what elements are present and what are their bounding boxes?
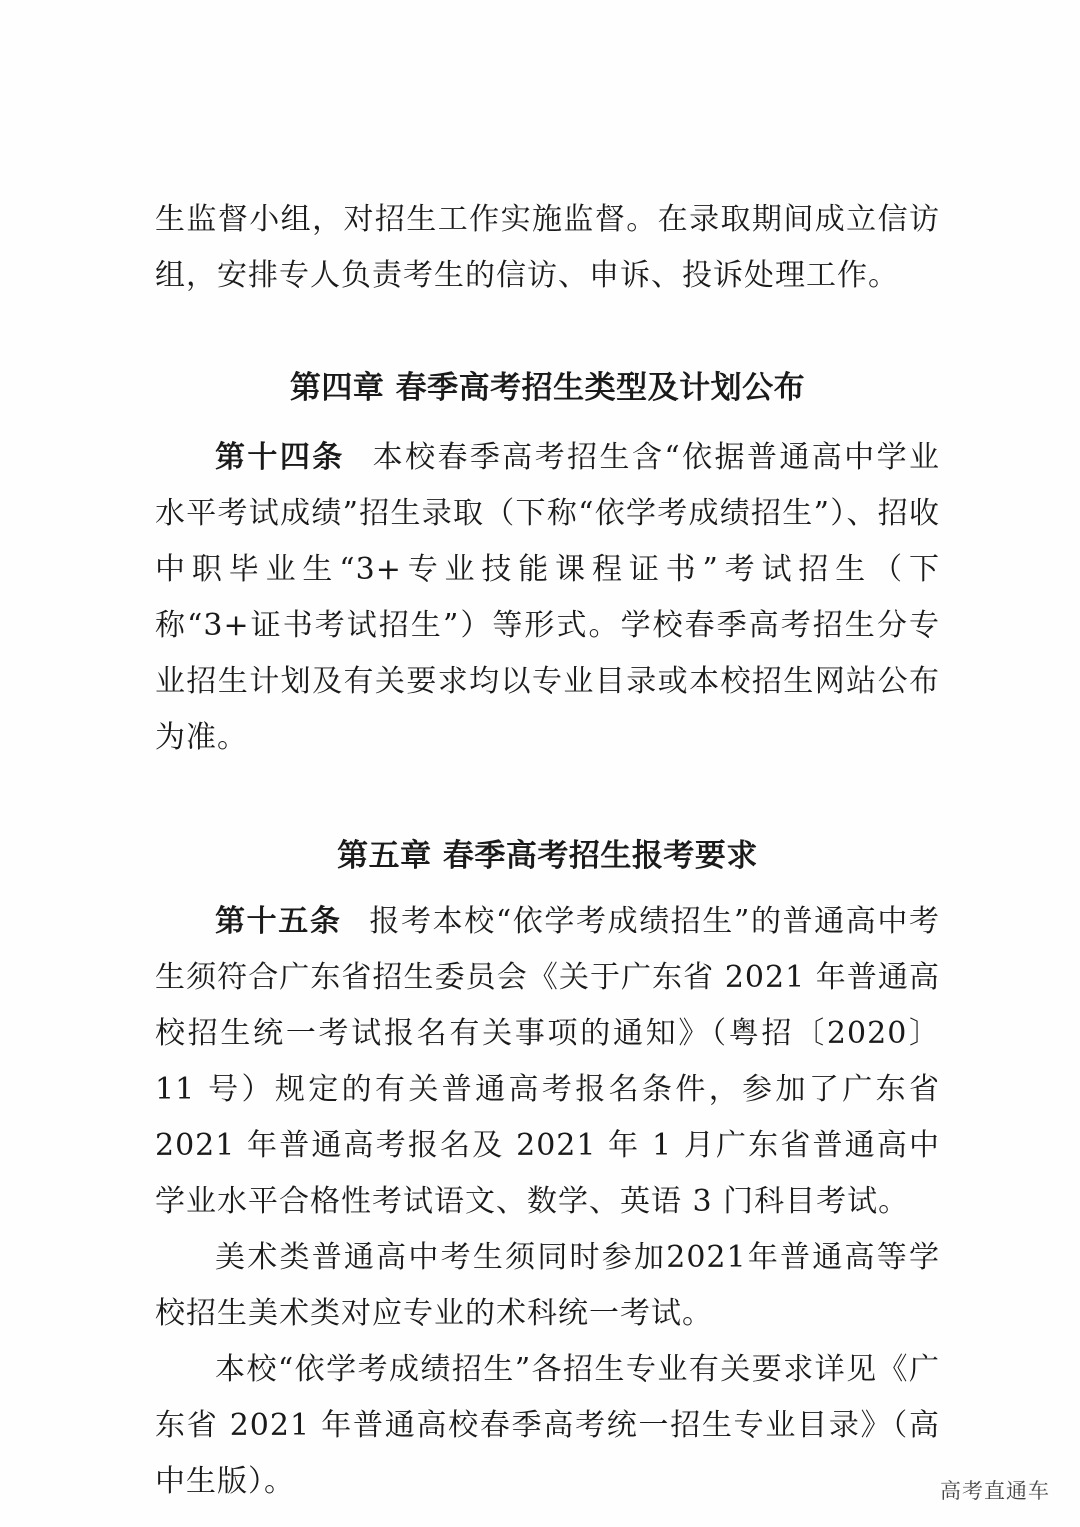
watermark-text: 高考直通车 bbox=[940, 1479, 1050, 1503]
art-students-paragraph: 美术类普通高中考生须同时参加2021年普通高等学校招生美术类对应专业的术科统一考试。 bbox=[155, 1240, 940, 1331]
chapter-4-heading: 第四章 春季高考招生类型及计划公布 bbox=[289, 370, 806, 406]
article-14-number: 第十四条 bbox=[215, 440, 345, 475]
article-14-text: 本校春季高考招生含“依据普通高中学业水平考试成绩”招生录取（下称“依学考成绩招生”）、招收中职毕业生“3+专业技能课程证书”考试招生（下称“3+证书考试招生”）等形式。学校春季高考招生分专业招生计划及有关要求均以专业目录或本校招生网站公布为准。 bbox=[155, 440, 941, 755]
document-body bbox=[155, 192, 940, 1510]
catalog-paragraph: 本校“依学考成绩招生”各招生专业有关要求详见《广东省 2021 年普通高校春季高考统一招生专业目录》（高中生版）。 bbox=[155, 1352, 940, 1499]
article-14-paragraph bbox=[155, 430, 940, 766]
continuation-paragraph: 生监督小组，对招生工作实施监督。在录取期间成立信访组，安排专人负责考生的信访、申诉、投诉处理工作。 bbox=[155, 202, 940, 293]
article-15-number: 第十五条 bbox=[215, 904, 342, 939]
article-15-paragraph bbox=[155, 894, 940, 1230]
chapter-5-heading: 第五章 春季高考招生报考要求 bbox=[337, 838, 758, 874]
article-15-text: 报考本校“依学考成绩招生”的普通高中考生须符合广东省招生委员会《关于广东省 2021 年普通高校招生统一考试报名有关事项的通知》（粤招〔2020〕11 号）规定的有关普通高考报名条件，参加了广东省 2021 年普通高考报名及 2021 年 1 月广东省普通高中学业水平合格性考试语文、数学、英语 3 门科目考试。 bbox=[155, 904, 940, 1219]
